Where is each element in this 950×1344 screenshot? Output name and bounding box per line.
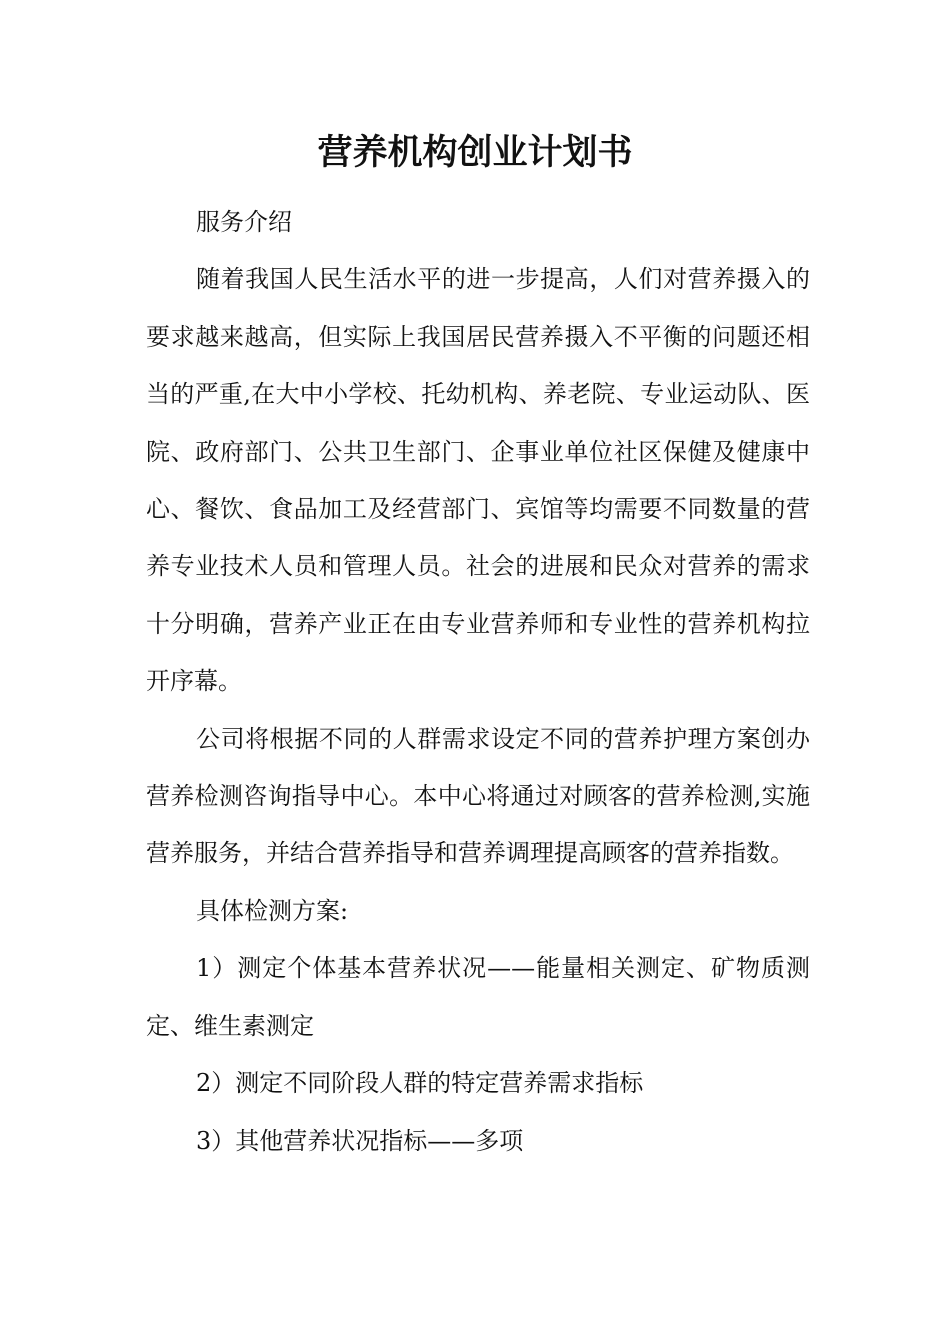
section-heading-service-intro: 服务介绍 [196,208,292,236]
list-item-3: 3）其他营养状况指标——多项 [196,1126,524,1155]
paragraph-testing-plan-heading: 具体检测方案: [196,896,349,925]
paragraph-background: 随着我国人民生活水平的进一步提高，人们对营养摄入的要求越来越高，但实际上我国居民营养摄入不平衡的问题还相当的严重,在大中小学校、托幼机构、养老院、专业运动队、医院、政府部门、公共卫生部门、企事业单位社区保健及健康中心、餐饮、食品加工及经营部门、宾馆等均需要不同数量的营养专业技术人员和管理人员。社会的进展和民众对营养的需求十分明确，营养产业正在由专业营养师和专业性的营养机构拉开序幕。 [146,265,810,696]
list-item-1: 1）测定个体基本营养状况——能量相关测定、矿物质测定、维生素测定 [146,954,810,1040]
list-item-2: 2）测定不同阶段人群的特定营养需求指标 [196,1069,644,1098]
paragraph-company-plan: 公司将根据不同的人群需求设定不同的营养护理方案创办营养检测咨询指导中心。本中心将通过对顾客的营养检测,实施营养服务，并结合营养指导和营养调理提高顾客的营养指数。 [146,724,810,868]
document-title: 营养机构创业计划书 [317,132,633,173]
document-body [146,194,810,1170]
